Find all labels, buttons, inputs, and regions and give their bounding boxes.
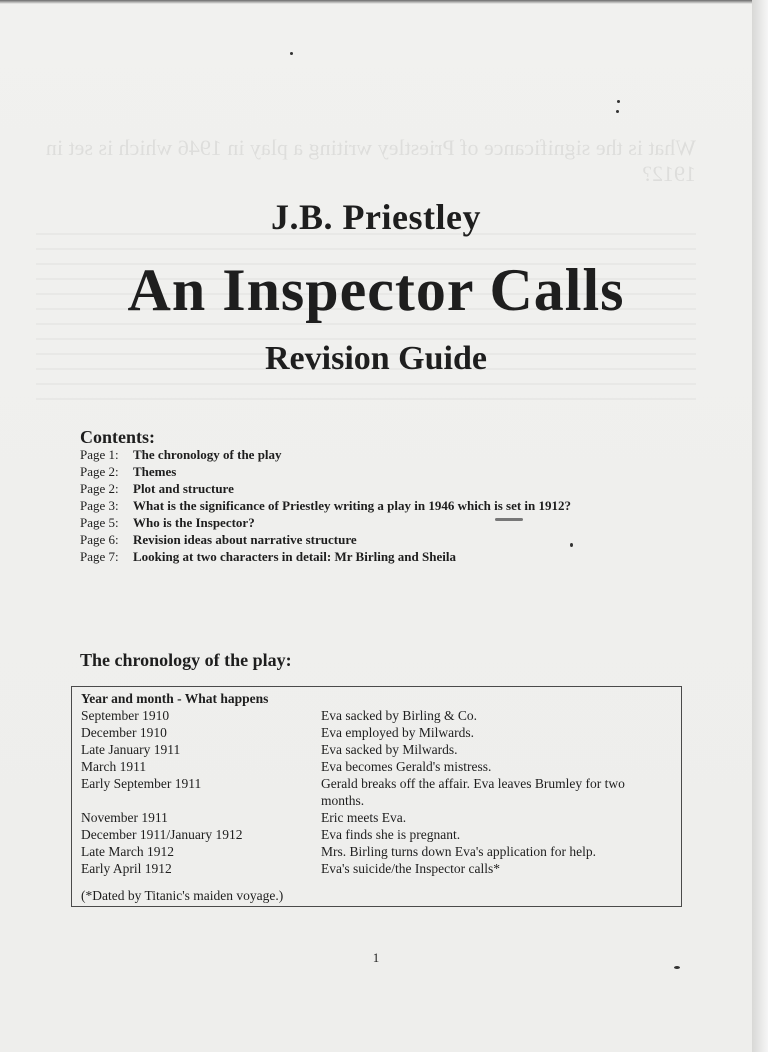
page-top-edge [0,0,752,4]
bleed-through-text: What is the significance of Priestley writing a play in 1946 which is set in 1912? [45,135,696,186]
author-name: J.B. Priestley [271,197,481,237]
contents-item-title: Themes [133,464,177,479]
scan-speck [617,100,620,103]
contents-page-ref: Page 2: [80,481,119,496]
chronology-table-header: Year and month - What happens [81,691,269,706]
row-event: Eva's suicide/the Inspector calls* [321,861,501,876]
table-row [81,724,681,741]
contents-item-title: What is the significance of Priestley writing a play in 1946 which is set in 1912? [133,498,572,513]
table-row [81,707,681,724]
table-row [81,741,681,758]
contents-item-title: The chronology of the play [133,447,282,462]
table-row [81,826,681,843]
row-date: Late March 1912 [81,844,174,859]
page-number: 1 [372,950,380,965]
contents-item [80,480,700,497]
row-date: November 1911 [81,810,168,825]
row-event: Gerald breaks off the affair. Eva leaves Brumley for two months. [321,776,625,808]
row-event: Mrs. Birling turns down Eva's application for help. [321,844,597,859]
scan-speck [674,966,680,969]
contents-item [80,463,700,480]
row-date: December 1911/January 1912 [81,827,243,842]
contents-page-ref: Page 3: [80,498,119,513]
row-event: Eva sacked by Birling & Co. [321,708,477,723]
contents-item-title: Who is the Inspector? [133,515,255,530]
chronology-table [71,686,682,907]
table-row [81,843,681,860]
chronology-heading: The chronology of the play: [80,650,292,670]
contents-list [80,446,700,565]
row-date: December 1910 [81,725,167,740]
scan-speck [290,52,293,55]
row-date: Early September 1911 [81,776,202,791]
scan-smudge [495,518,523,521]
contents-item [80,514,700,531]
row-event: Eva becomes Gerald's mistress. [321,759,492,774]
scan-speck [570,543,573,547]
contents-item [80,497,700,514]
row-event: Eva employed by Milwards. [321,725,474,740]
contents-page-ref: Page 6: [80,532,119,547]
chronology-footnote: (*Dated by Titanic's maiden voyage.) [81,888,284,903]
scan-speck [616,110,619,113]
table-row [81,809,681,826]
contents-item-title: Plot and structure [133,481,234,496]
row-date: September 1910 [81,708,170,723]
row-event: Eva finds she is pregnant. [321,827,461,842]
contents-heading: Contents: [80,427,155,447]
contents-page-ref: Page 5: [80,515,119,530]
contents-item-title: Looking at two characters in detail: Mr Birling and Sheila [133,549,456,564]
table-row [81,860,681,877]
contents-item [80,531,700,548]
document-title: An Inspector Calls [127,257,625,323]
row-date: Late January 1911 [81,742,181,757]
row-event: Eva sacked by Milwards. [321,742,458,757]
document-subtitle: Revision Guide [265,340,487,377]
row-date: March 1911 [81,759,147,774]
contents-item-title: Revision ideas about narrative structure [133,532,357,547]
table-row [81,758,681,775]
contents-page-ref: Page 7: [80,549,119,564]
contents-item [80,548,700,565]
row-date: Early April 1912 [81,861,172,876]
contents-page-ref: Page 1: [80,447,119,462]
page-edge [752,0,768,1052]
contents-item [80,446,700,463]
contents-page-ref: Page 2: [80,464,119,479]
table-row [81,775,681,809]
row-event: Eric meets Eva. [321,810,407,825]
